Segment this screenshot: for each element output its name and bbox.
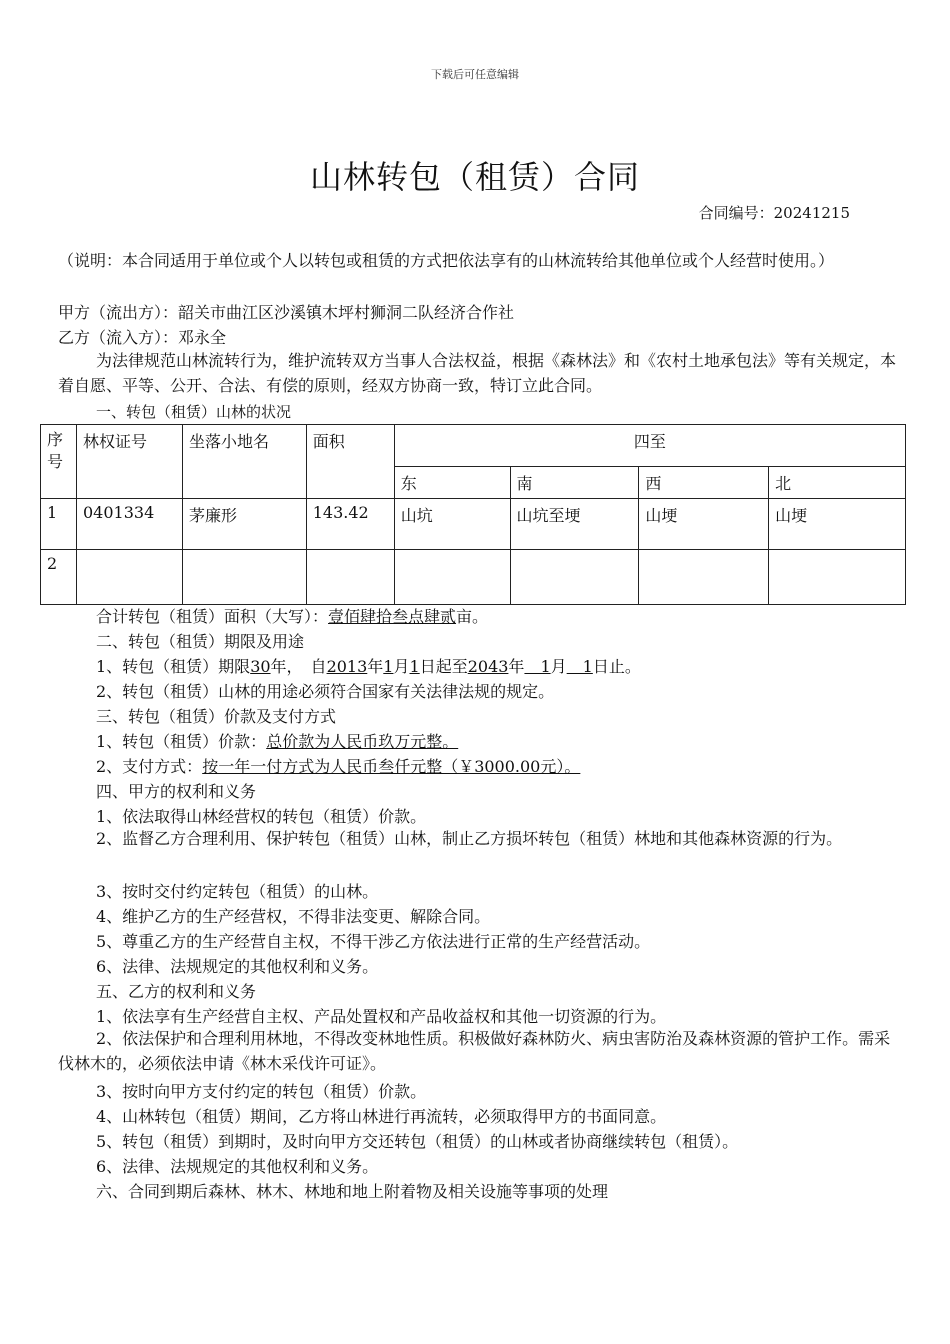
party-b: 乙方（流入方）：邓永全 [58,328,227,347]
party-a: 甲方（流出方）：韶关市曲江区沙溪镇木坪村狮洞二队经济合作社 [58,303,515,322]
cell-area [306,550,394,605]
list-item: 1、依法取得山林经营权的转包（租赁）价款。 [96,807,427,826]
header-area: 面积 [306,425,394,499]
table-row [41,550,906,605]
list-item: 5、尊重乙方的生产经营自主权，不得干涉乙方依法进行正常的生产经营活动。 [96,932,651,951]
header-west: 西 [639,467,769,499]
cell-location: 茅廉形 [182,499,306,550]
header-note: 下载后可任意编辑 [431,68,519,81]
section-3-heading: 三、转包（租赁）价款及支付方式 [96,707,337,726]
cell-cert [76,550,182,605]
list-item: 4、维护乙方的生产经营权，不得非法变更、解除合同。 [96,907,491,926]
section-4-heading: 四、甲方的权利和义务 [96,782,257,801]
header-cert: 林权证号 [76,425,182,499]
cell-no: 2 [41,550,77,605]
table-row [41,499,906,550]
payment-line: 2、支付方式：按一年一付方式为人民币叁仟元整（￥3000.00元）。 [96,757,581,776]
price-value: 总价款为人民币玖万元整。 [266,732,459,751]
total-area-value: 壹佰肆拾叁点肆贰 [328,607,457,626]
price-line: 1、转包（租赁）价款：总价款为人民币玖万元整。 [96,732,459,751]
cell-west: 山埂 [639,499,769,550]
section-2-heading: 二、转包（租赁）期限及用途 [96,632,305,651]
header-south: 南 [510,467,639,499]
cell-south: 山坑至埂 [510,499,639,550]
page-title: 山林转包（租赁）合同 [309,158,640,196]
intro-note: （说明：本合同适用于单位或个人以转包或租赁的方式把依法享有的山林流转给其他单位或个人经营时使用。） [58,251,835,270]
term-line: 1、转包（租赁）期限30年， 自2013年1月1日起至2043年 1月 1日止。 [96,657,641,676]
payment-value: 按一年一付方式为人民币叁仟元整（￥3000.00元）。 [202,757,581,776]
list-item: 5、转包（租赁）到期时，及时向甲方交还转包（租赁）的山林或者协商继续转包（租赁）。 [96,1132,739,1151]
header-no: 序号 [41,425,77,499]
section-5-heading: 五、乙方的权利和义务 [96,982,257,1001]
contract-number: 合同编号：20241215 [698,204,850,222]
list-item: 1、依法享有生产经营自主权、产品处置权和产品收益权和其他一切资源的行为。 [96,1007,667,1026]
cell-area: 143.42 [306,499,394,550]
cell-no: 1 [41,499,77,550]
cell-north [769,550,906,605]
section-1-heading: 一、转包（租赁）山林的状况 [96,403,292,421]
list-item: 3、按时向甲方支付约定的转包（租赁）价款。 [96,1082,427,1101]
cell-east [394,550,510,605]
header-location: 坐落小地名 [182,425,306,499]
list-item: 6、法律、法规规定的其他权利和义务。 [96,957,379,976]
header-boundaries: 四至 [394,425,905,467]
preamble: 为法律规范山林流转行为，维护流转双方当事人合法权益，根据《森林法》和《农村土地承包法》等有关规定，本着自愿、平等、公开、合法、有偿的原则，经双方协商一致，特订立此合同。 [58,351,897,395]
list-item: 6、法律、法规规定的其他权利和义务。 [96,1157,379,1176]
cell-south [510,550,639,605]
list-item: 2、监督乙方合理利用、保护转包（租赁）山林，制止乙方损坏转包（租赁）林地和其他森林资源的行为。 [96,829,843,848]
header-north: 北 [769,467,906,499]
section-6-heading: 六、合同到期后森林、林木、林地和地上附着物及相关设施等事项的处理 [96,1182,609,1201]
cell-cert: 0401334 [76,499,182,550]
cell-west [639,550,769,605]
header-east: 东 [394,467,510,499]
cell-north: 山埂 [769,499,906,550]
list-item: 3、按时交付约定转包（租赁）的山林。 [96,882,379,901]
list-item: 2、依法保护和合理利用林地，不得改变林地性质。积极做好森林防火、病虫害防治及森林资源的管护工作。需采伐林木的，必须依法申请《林木采伐许可证》。 [58,1029,891,1073]
list-item: 4、山林转包（租赁）期间，乙方将山林进行再流转，必须取得甲方的书面同意。 [96,1107,667,1126]
forest-status-table [40,424,906,605]
cell-location [182,550,306,605]
cell-east: 山坑 [394,499,510,550]
total-area: 合计转包（租赁）面积（大写）：壹佰肆拾叁点肆贰亩。 [96,607,489,626]
use-clause: 2、转包（租赁）山林的用途必须符合国家有关法律法规的规定。 [96,682,555,701]
